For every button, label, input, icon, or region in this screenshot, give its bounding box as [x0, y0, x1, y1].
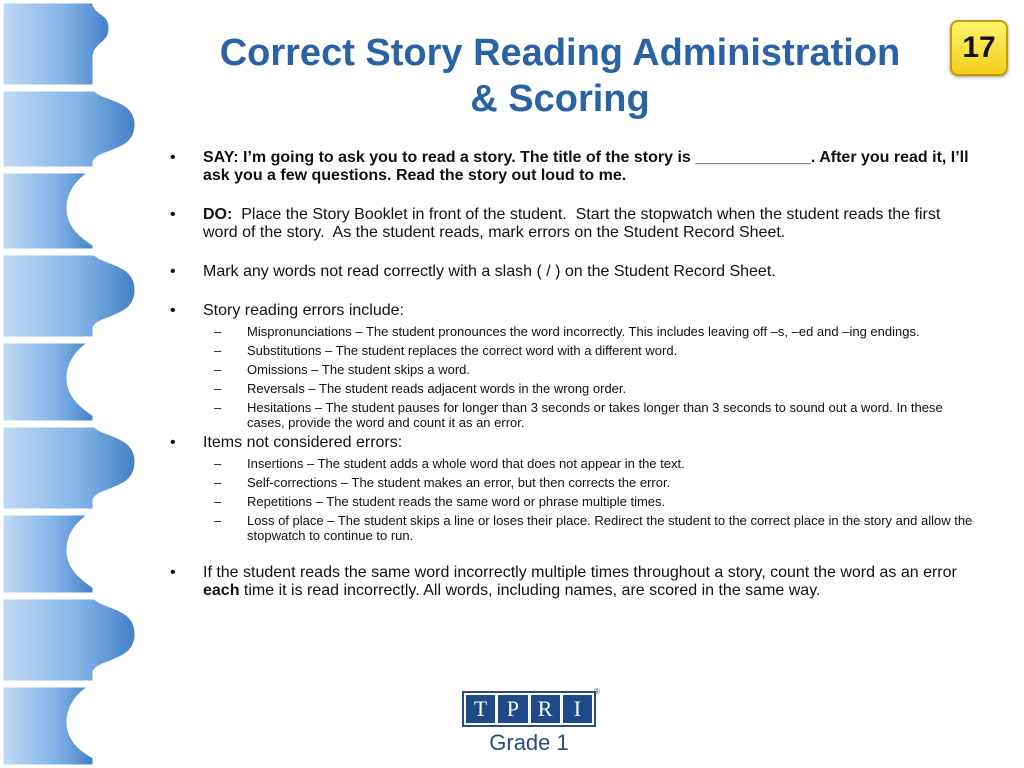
errors-heading: Story reading errors include:	[203, 302, 404, 319]
mark-text: Mark any words not read correctly with a slash ( / ) on the Student Record Sheet.	[203, 263, 776, 280]
non-errors-list	[168, 456, 978, 543]
title-line-1: Correct Story Reading Administration	[219, 32, 901, 74]
bullet-mark	[168, 263, 978, 281]
logo-letter: T	[466, 695, 495, 723]
logo-letter: I	[563, 695, 592, 723]
do-text: Place the Story Booklet in front of the student. Start the stopwatch when the student reads the first word of the story. As the student reads, mark errors on the Student Record Sheet.	[203, 206, 945, 241]
slide-title	[160, 30, 960, 122]
list-item: – Reversals – The student reads adjacent words in the wrong order.	[168, 381, 978, 396]
list-item: – Loss of place – The student skips a line or loses their place. Redirect the student to the correct place in the story and allow the stopwatch to continue to run.	[168, 513, 978, 543]
bullet-non-errors	[168, 434, 978, 452]
bullet-say	[168, 149, 978, 185]
grade-label: Grade 1	[489, 730, 569, 755]
title-line-2: & Scoring	[470, 78, 650, 120]
say-text: SAY: I’m going to ask you to read a story. The title of the story is _____________. After you read it, I’ll ask you a few questions. Read the story out loud to me.	[203, 149, 969, 184]
non-errors-heading: Items not considered errors:	[203, 434, 403, 451]
last-text-1: If the student reads the same word incorrectly multiple times throughout a story, count the word as an error	[203, 564, 957, 581]
list-item: – Substitutions – The student replaces the correct word with a different word.	[168, 343, 978, 358]
last-text-2: time it is read incorrectly. All words, including names, are scored in the same way.	[239, 582, 821, 599]
list-item: – Mispronunciations – The student pronounces the word incorrectly. This includes leaving off –s, –ed and –ing endings.	[168, 324, 978, 339]
page-number-badge	[950, 20, 1008, 76]
last-text-bold: each	[203, 582, 240, 599]
list-item: – Omissions – The student skips a word.	[168, 362, 978, 377]
list-item: – Self-corrections – The student makes an error, but then corrects the error.	[168, 475, 978, 490]
logo-letter: R	[531, 695, 560, 723]
errors-list	[168, 324, 978, 430]
slide-content	[168, 149, 978, 600]
bullet-do	[168, 206, 978, 242]
bullet-errors	[168, 302, 978, 320]
registered-mark: ®	[594, 687, 600, 696]
do-label: DO:	[203, 206, 233, 223]
logo-letter-boxes	[462, 691, 596, 727]
list-item: – Repetitions – The student reads the same word or phrase multiple times.	[168, 494, 978, 509]
puzzle-piece-column	[0, 0, 138, 768]
list-item: – Hesitations – The student pauses for longer than 3 seconds or takes longer than 3 seconds to sound out a word. In these cases, provide the word and count it as an error.	[168, 400, 978, 430]
bullet-repeat-errors	[168, 564, 978, 600]
logo-letter: P	[498, 695, 527, 723]
tpri-logo	[462, 688, 602, 760]
page-number: 17	[962, 31, 996, 64]
puzzle-decoration	[0, 0, 160, 768]
list-item: – Insertions – The student adds a whole word that does not appear in the text.	[168, 456, 978, 471]
